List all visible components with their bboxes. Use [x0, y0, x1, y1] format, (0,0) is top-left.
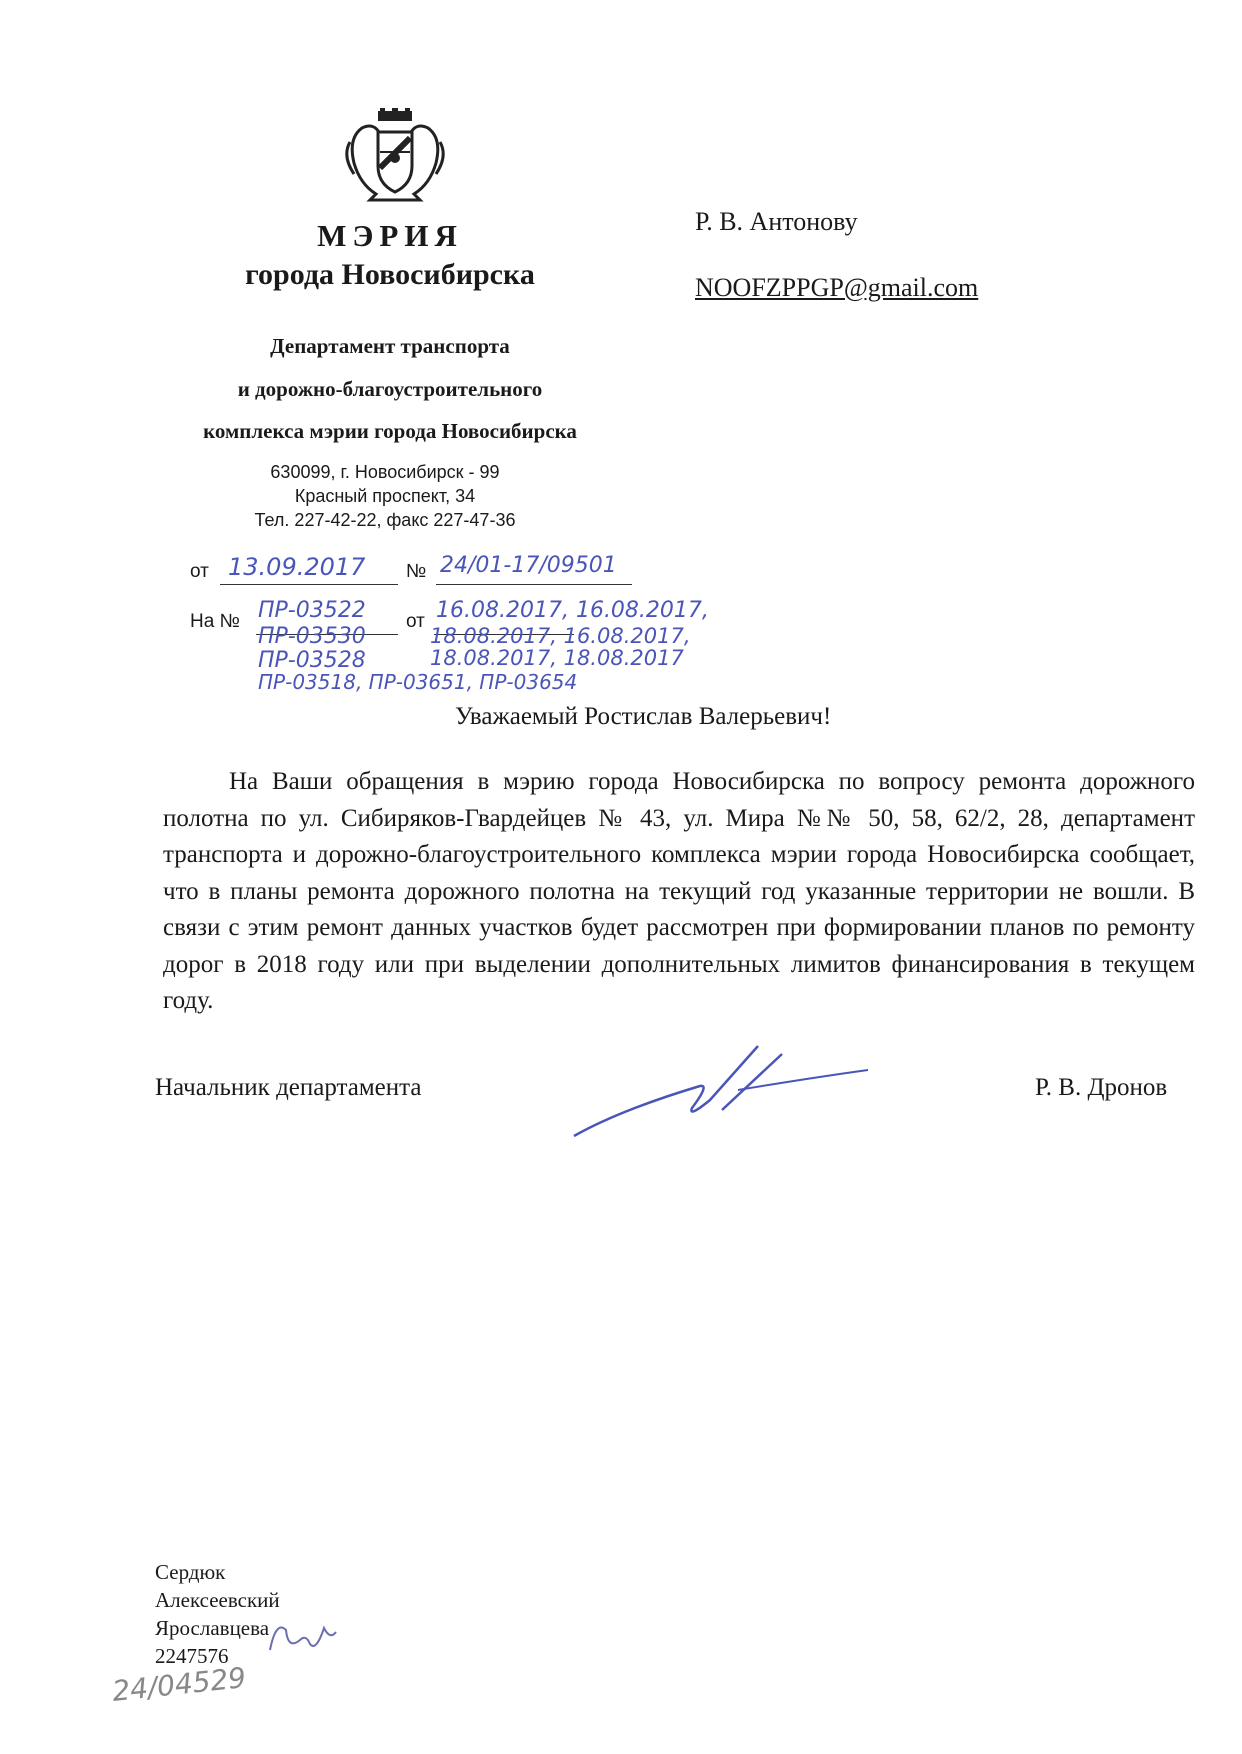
executor-phone: 2247576	[155, 1644, 229, 1668]
recipient-email: NOOFZPPGP@gmail.com	[695, 273, 979, 302]
letter-body: На Ваши обращения в мэрию города Новосибирска по вопросу ремонта дорожного полотна по ул. Сибиряков-Гвардейцев № 43, ул. Мира №№ 50, 58, 62/2, 28, департамент транспорта и дорожно-благоустроительного комплекса мэрии города Новосибирска сообщает, что в планы ремонта дорожного полотна на текущий год указанные территории не вошли. В связи с этим ремонт данных участков будет рассмотрен при формировании планов по ремонту дорог в 2018 году или при выделении дополнительных лимитов финансирования в текущем году.	[163, 768, 1195, 1014]
reference-number-1: ПР-03522	[258, 598, 366, 623]
in-reply-from-label: от	[406, 611, 425, 632]
city-title: города Новосибирска	[245, 258, 535, 291]
reference-dates-3: 18.08.2017, 18.08.2017	[430, 646, 684, 670]
executor-initials-image	[262, 1610, 342, 1666]
in-reply-label: На №	[190, 611, 240, 632]
address-line-1: 630099, г. Новосибирск - 99	[270, 462, 500, 482]
number-label: №	[406, 561, 427, 582]
address-line-3: Тел. 227-42-22, факс 227-47-36	[254, 510, 516, 530]
signatory-role: Начальник департамента	[155, 1074, 422, 1101]
city-crest-icon	[340, 108, 450, 203]
reference-dates-1: 16.08.2017, 16.08.2017,	[436, 598, 709, 623]
recipient-name: Р. В. Антонову	[695, 207, 858, 236]
date-line	[220, 584, 398, 585]
reference-number-4: ПР-03518, ПР-03651, ПР-03654	[258, 670, 578, 694]
registration-number: 24/01-17/09501	[440, 553, 617, 578]
number-line	[436, 584, 632, 585]
reference-number-3: ПР-03528	[258, 648, 366, 673]
from-label: от	[190, 561, 209, 582]
reference-number-2: ПР-03530	[258, 624, 366, 649]
signatory-name: Р. В. Дронов	[1035, 1074, 1168, 1101]
greeting: Уважаемый Ростислав Валерьевич!	[455, 703, 832, 730]
handwritten-registration-mark: 24/04529	[110, 1661, 248, 1708]
executor-1: Сердюк	[155, 1560, 226, 1584]
department-line-1: Департамент транспорта	[270, 334, 510, 358]
executor-2: Алексеевский	[155, 1588, 280, 1612]
address-line-2: Красный проспект, 34	[294, 486, 476, 506]
registration-date: 13.09.2017	[228, 553, 366, 581]
department-line-3: комплекса мэрии города Новосибирска	[203, 419, 577, 443]
signature-image	[560, 1040, 880, 1150]
executor-3: Ярославцева	[155, 1616, 270, 1640]
mayor-office-title: МЭРИЯ	[317, 218, 463, 253]
department-line-2: и дорожно-благоустроительного	[237, 377, 543, 401]
reference-dates-2: 18.08.2017, 16.08.2017,	[430, 624, 691, 648]
